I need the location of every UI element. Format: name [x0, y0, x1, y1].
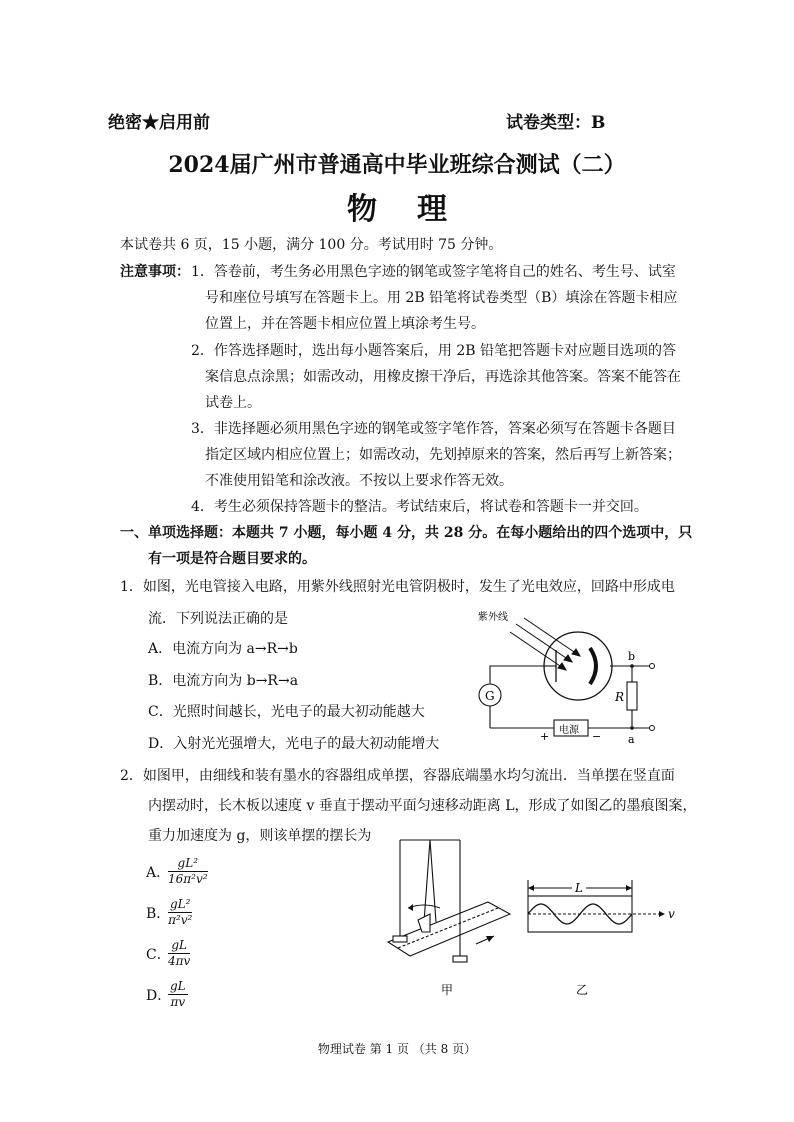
- q2-pendulum-figure: [378, 832, 518, 1002]
- svg-text:电源: 电源: [559, 725, 579, 736]
- q1-option-b: B．电流方向为 b→R→a: [148, 673, 299, 689]
- note-3-line-1: 3．非选择题必须用黑色字迹的钢笔或签字笔作答，答案必须写在答题卡各题目: [191, 421, 676, 437]
- note-3-line-3: 不准使用铅笔和涂改液。不按以上要求作答无效。: [205, 473, 513, 489]
- q2-option-a-formula: $\frac{\text{gL²}}{\text{16π²v²}}$: [168, 856, 208, 886]
- q2-stem-3: 重力加速度为 g，则该单摆的摆长为: [148, 828, 372, 844]
- secret-label: 绝密★启用前: [108, 113, 210, 133]
- svg-text:G: G: [485, 689, 495, 703]
- paper-type: 试卷类型：B: [506, 113, 606, 133]
- svg-text:+: +: [540, 730, 550, 743]
- notes-label: 注意事项：: [120, 264, 190, 280]
- svg-text:−: −: [592, 730, 602, 743]
- terminal-b: [650, 664, 655, 669]
- svg-text:v: v: [668, 907, 675, 921]
- note-4-line-1: 4．考生必须保持答题卡的整洁。考试结束后，将试卷和答题卡一并交回。: [191, 499, 648, 515]
- q2-option-c-formula: $\frac{gL}{4\pi v}$: [168, 938, 191, 968]
- section-1-heading: 一、单项选择题：本题共 7 小题，每小题 4 分，共 28 分。在每小题给出的四个选项中，只: [120, 525, 693, 541]
- q1-option-c: C．光照时间越长，光电子的最大初动能越大: [148, 704, 425, 720]
- q1-stem-2: 流．下列说法正确的是: [148, 611, 288, 627]
- resistor: [627, 682, 637, 710]
- q1-stem-1: 1．如图，光电管接入电路，用紫外线照射光电管阴极时，发生了光电效应，回路中形成电: [120, 579, 675, 595]
- subject-title: 物理: [347, 192, 487, 227]
- q2-stem-1: 2．如图甲，由细线和装有墨水的容器组成单摆，容器底端墨水均匀流出．当单摆在竖直面: [120, 768, 675, 784]
- note-2-line-3: 试卷上。: [205, 395, 261, 411]
- q1-option-d: D．入射光光强增大，光电子的最大初动能增大: [148, 736, 440, 752]
- q2-option-b-formula: $\frac{\text{gL²}}{\text{π²v²}}$: [168, 897, 193, 927]
- uv-label: 紫外线: [478, 612, 508, 623]
- note-3-line-2: 指定区域内相应位置上；如需改动，先划掉原来的答案，然后再写上新答案；: [205, 447, 681, 463]
- svg-text:R: R: [615, 690, 625, 704]
- fig-jia-label: 甲: [441, 983, 454, 997]
- q2-option-a-letter: A．: [146, 865, 171, 881]
- q2-ink-trace-figure: [520, 876, 690, 996]
- uv-rays: [510, 618, 580, 670]
- svg-text:a: a: [628, 733, 635, 746]
- q2-option-d-letter: D．: [146, 988, 172, 1004]
- fig-yi-label: 乙: [576, 983, 589, 996]
- intro-text: 本试卷共 6 页，15 小题，满分 100 分。考试用时 75 分钟。: [120, 237, 503, 253]
- q2-option-d-formula: $\frac{gL}{\pi v}$: [170, 979, 186, 1009]
- q2-option-c-letter: C．: [146, 947, 171, 963]
- note-1-line-1: 1．答卷前，考生务必用黑色字迹的钢笔或签字笔将自己的姓名、考生号、试室: [191, 264, 676, 280]
- q1-option-a: A．电流方向为 a→R→b: [148, 641, 298, 657]
- q2-stem-2: 内摆动时，长木板以速度 v 垂直于摆动平面匀速移动距离 L，形成了如图乙的墨痕图案，: [148, 798, 697, 814]
- svg-text:L: L: [575, 881, 583, 895]
- note-1-line-3: 位置上，并在答题卡相应位置上填涂考生号。: [205, 316, 485, 332]
- svg-text:b: b: [628, 650, 636, 663]
- cathode: [590, 648, 596, 684]
- note-2-line-2: 案信息点涂黑；如需改动，用橡皮擦干净后，再选涂其他答案。答案不能答在: [205, 369, 681, 385]
- note-2-line-1: 2．作答选择题时，选出每小题答案后，用 2B 铅笔把答题卡对应题目选项的答: [191, 343, 677, 359]
- q1-circuit-figure: [470, 602, 670, 750]
- page-footer: 物理试卷 第 1 页 （共 8 页）: [317, 1042, 477, 1056]
- exam-title: 2024届广州市普通高中毕业班综合测试（二）: [168, 152, 626, 178]
- terminal-a: [650, 726, 655, 731]
- q2-option-b-letter: B．: [146, 906, 171, 922]
- section-1-heading-cont: 有一项是符合题目要求的。: [148, 551, 316, 567]
- note-1-line-2: 号和座位号填写在答题卡上。用 2B 铅笔将试卷类型（B）填涂在答题卡相应: [205, 290, 678, 306]
